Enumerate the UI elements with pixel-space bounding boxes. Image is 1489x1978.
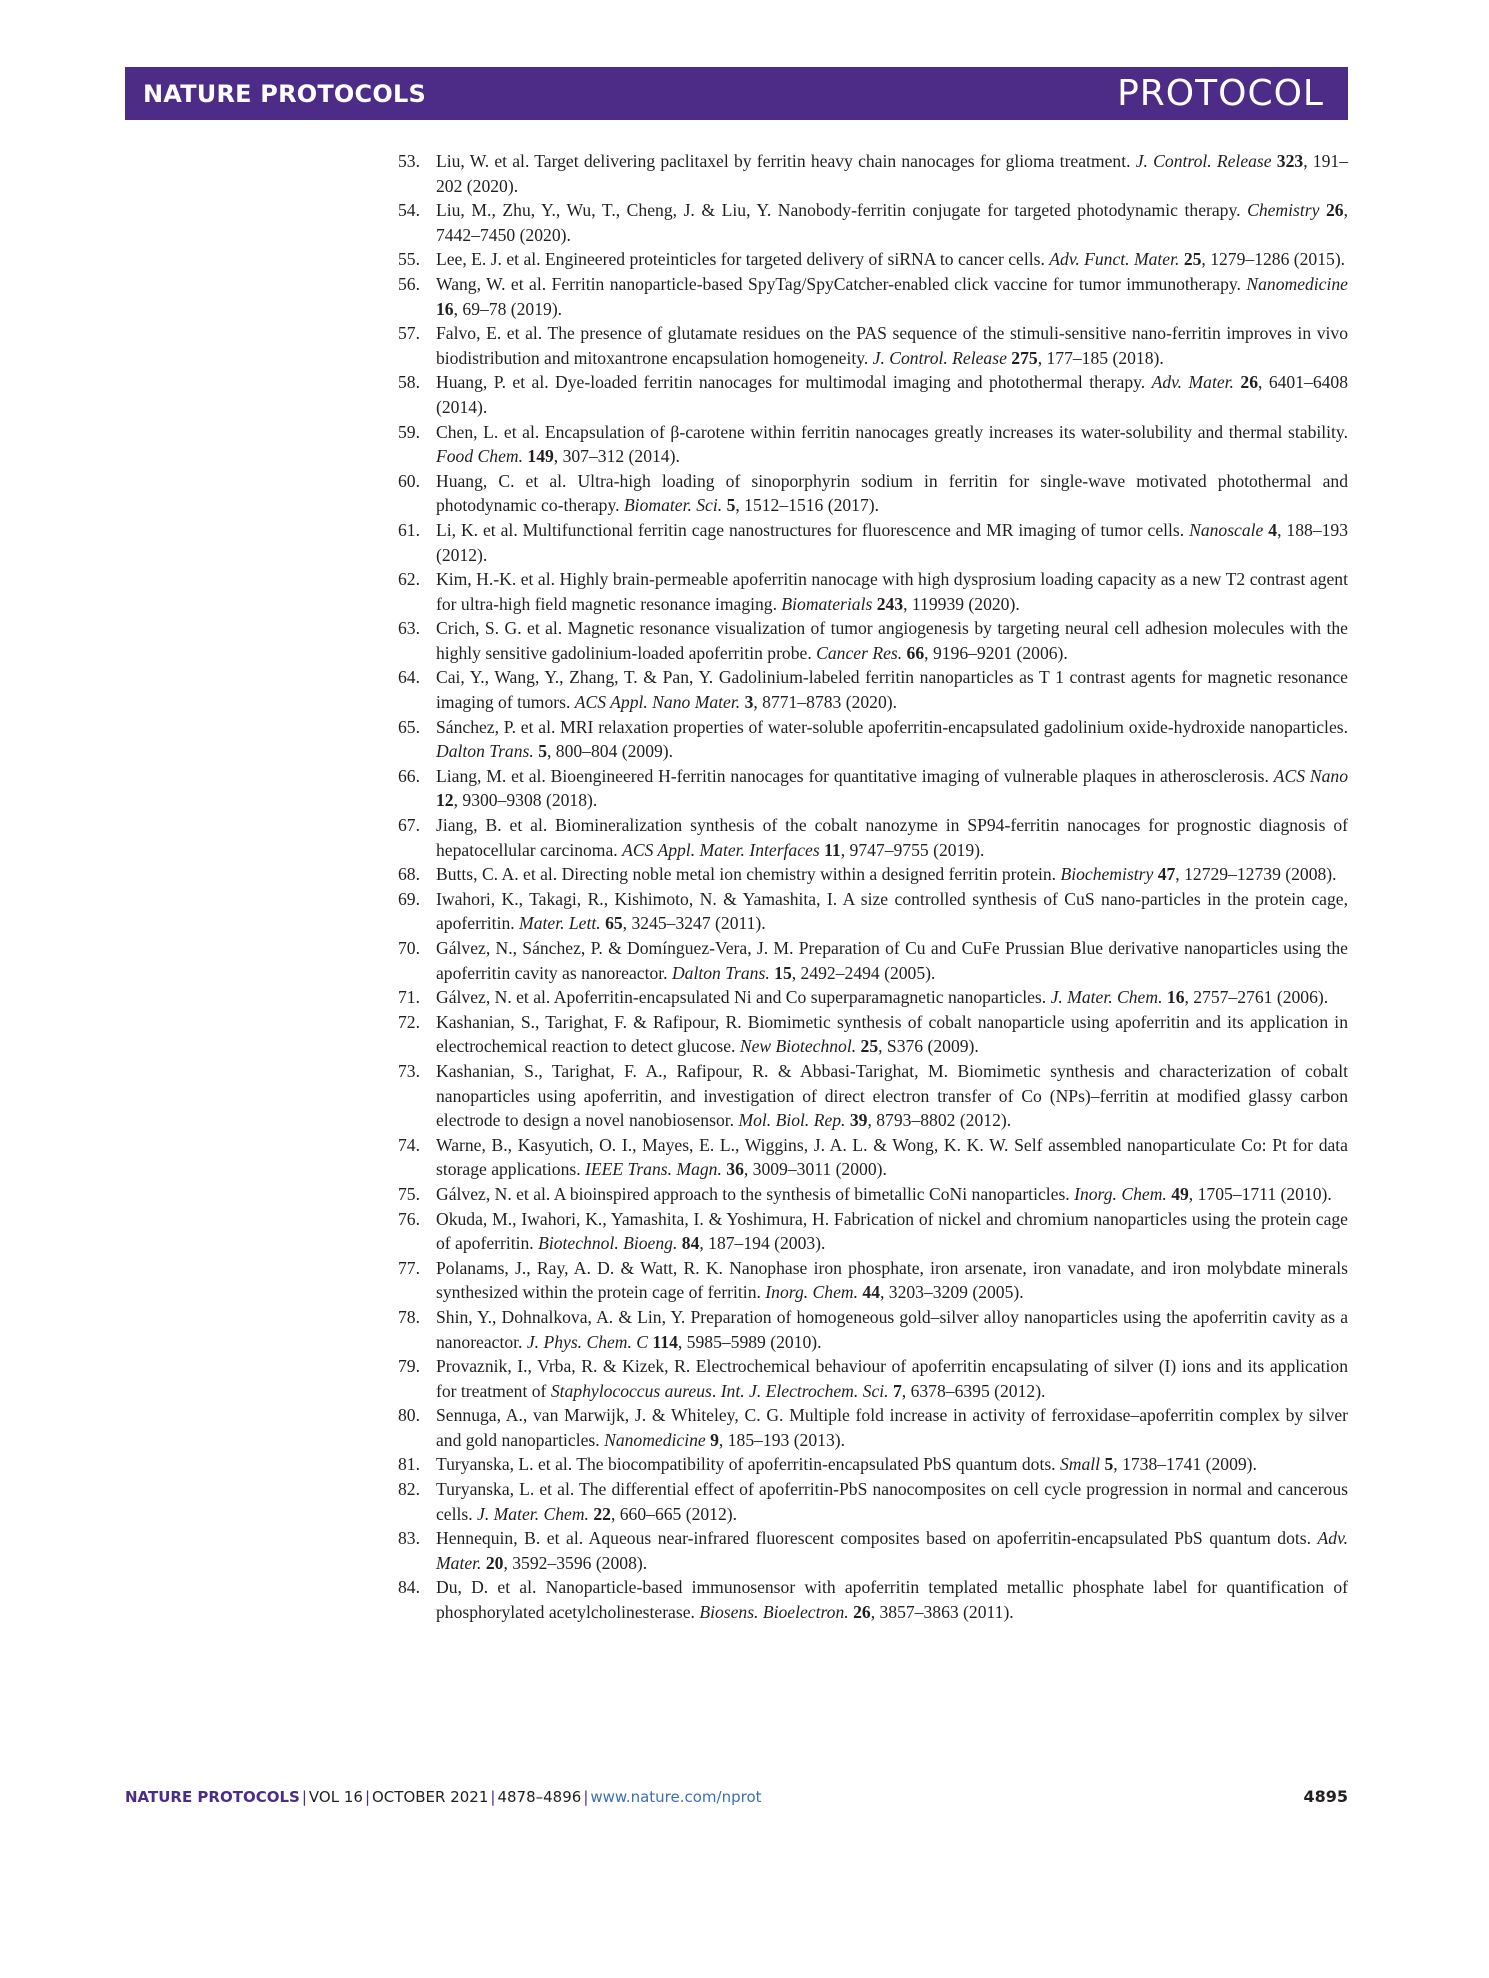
reference-segment: Li, K. et al. Multifunctional ferritin cage nanostructures for fluorescence and MR imaging of tumor cells. — [436, 519, 1190, 540]
reference-text — [436, 1405, 1348, 1450]
reference-journal: Biomaterials — [781, 593, 873, 614]
reference-text — [436, 1307, 1348, 1352]
reference-segment: , 1279–1286 (2015). — [1201, 249, 1346, 270]
reference-segment: , 6378–6395 (2012). — [901, 1380, 1046, 1401]
reference-segment: , 9747–9755 (2019). — [840, 839, 985, 860]
reference-text — [436, 471, 1348, 516]
reference-volume: 36 — [726, 1159, 744, 1180]
reference-volume: 3 — [744, 692, 754, 713]
footer-citation — [125, 1788, 762, 1806]
reference-item — [398, 420, 1348, 469]
reference-number: 69. — [398, 888, 420, 909]
reference-text — [436, 618, 1348, 663]
reference-volume: 5 — [726, 495, 736, 516]
reference-segment: Hennequin, B. et al. Aqueous near-infrared fluorescent composites based on apoferritin-encapsulated PbS quantum dots. — [436, 1528, 1318, 1549]
reference-journal: J. Mater. Chem. — [477, 1503, 589, 1524]
reference-text — [436, 520, 1348, 565]
reference-segment: , 2757–2761 (2006). — [1184, 987, 1329, 1008]
reference-segment: , 9300–9308 (2018). — [453, 790, 598, 811]
reference-segment: , 3245–3247 (2011). — [622, 913, 766, 934]
reference-segment: Warne, B., Kasyutich, O. I., Mayes, E. L., Wiggins, J. A. L. & Wong, K. K. W. Self assembled nanoparticulate Co: Pt for data storage applications. — [436, 1134, 1348, 1180]
reference-number: 73. — [398, 1060, 420, 1081]
reference-number: 66. — [398, 765, 420, 786]
reference-number: 72. — [398, 1011, 420, 1032]
reference-number: 64. — [398, 667, 420, 688]
reference-number: 77. — [398, 1257, 420, 1278]
reference-journal: IEEE Trans. Magn. — [585, 1159, 722, 1180]
reference-text — [436, 1356, 1348, 1401]
reference-text — [436, 569, 1348, 614]
reference-segment: Jiang, B. et al. Biomineralization synthesis of the cobalt nanozyme in SP94-ferritin nanocages for prognostic diagnosis of hepatocellular carcinoma. — [436, 815, 1348, 860]
reference-journal: Mol. Biol. Rep. — [738, 1110, 846, 1131]
reference-volume: 4 — [1268, 519, 1278, 540]
reference-journal: Biotechnol. Bioeng. — [538, 1233, 678, 1254]
reference-number: 59. — [398, 421, 420, 442]
reference-item — [398, 1305, 1348, 1354]
reference-segment: Crich, S. G. et al. Magnetic resonance visualization of tumor angiogenesis by targeting neural cell adhesion molecules with the highly sensitive gadolinium-loaded apoferritin probe. — [436, 618, 1348, 663]
reference-number: 78. — [398, 1306, 420, 1327]
reference-item — [398, 247, 1348, 272]
reference-journal: Nanomedicine — [1246, 273, 1348, 294]
reference-item — [398, 1256, 1348, 1305]
reference-segment: Falvo, E. et al. The presence of glutamate residues on the PAS sequence of the stimuli-sensitive nano-ferritin improves in vivo biodistribution and mitoxantrone encapsulation homogeneity. — [436, 323, 1348, 368]
reference-journal: ACS Nano — [1273, 765, 1348, 786]
reference-text — [436, 249, 1345, 269]
footer-journal: NATURE PROTOCOLS — [125, 1788, 300, 1806]
reference-number: 68. — [398, 864, 420, 885]
reference-segment: Okuda, M., Iwahori, K., Yamashita, I. & Yoshimura, H. Fabrication of nickel and chromium nanoparticles using the protein cage of apoferritin. — [436, 1208, 1348, 1254]
reference-segment: Wang, W. et al. Ferritin nanoparticle-based SpyTag/SpyCatcher-enabled click vaccine for tumor immunotherapy. — [436, 273, 1247, 294]
reference-segment: Huang, P. et al. Dye-loaded ferritin nanocages for multimodal imaging and photothermal therapy. — [436, 372, 1152, 393]
reference-segment: , 3009–3011 (2000). — [743, 1159, 887, 1180]
reference-segment: , 307–312 (2014). — [553, 446, 680, 467]
reference-volume: 20 — [485, 1552, 504, 1573]
reference-text — [436, 200, 1348, 245]
reference-number: 81. — [398, 1454, 420, 1475]
reference-journal: Adv. Mater. — [436, 1528, 1348, 1573]
reference-item — [398, 813, 1348, 862]
reference-segment: , 187–194 (2003). — [699, 1233, 826, 1254]
reference-segment: Gálvez, N. et al. Apoferritin-encapsulated Ni and Co superparamagnetic nanoparticles. — [436, 987, 1051, 1008]
reference-volume: 22 — [593, 1503, 611, 1524]
reference-item — [398, 272, 1348, 321]
reference-journal: Staphylococcus aureus — [550, 1380, 712, 1401]
reference-number: 71. — [398, 987, 420, 1008]
reference-item — [398, 1452, 1348, 1477]
reference-segment: , 12729–12739 (2008). — [1175, 864, 1337, 885]
reference-item — [398, 1477, 1348, 1526]
reference-segment: , 800–804 (2009). — [546, 741, 674, 762]
reference-segment: , 5985–5989 (2010). — [677, 1331, 822, 1352]
reference-segment: Kim, H.-K. et al. Highly brain-permeable apoferritin nanocage with high dysprosium loading capacity as a new T2 contrast agent for ultra-high field magnetic resonance imaging. — [436, 569, 1348, 614]
reference-segment: Butts, C. A. et al. Directing noble metal ion chemistry within a designed ferritin protein. — [436, 864, 1061, 885]
reference-segment: , 9196–9201 (2006). — [924, 642, 1068, 663]
reference-item — [398, 1133, 1348, 1182]
reference-segment: Huang, C. et al. Ultra-high loading of sinoporphyrin sodium in ferritin for single-wave motivated photothermal and photodynamic co-therapy. — [436, 470, 1348, 516]
reference-text — [436, 1454, 1257, 1474]
reference-journal: Inorg. Chem. — [765, 1282, 858, 1303]
reference-item — [398, 616, 1348, 665]
reference-segment: Liu, M., Zhu, Y., Wu, T., Cheng, J. & Liu, Y. Nanobody-ferritin conjugate for targeted photodynamic therapy. — [436, 200, 1248, 221]
reference-volume: 5 — [1104, 1454, 1114, 1475]
reference-volume: 7 — [892, 1380, 902, 1401]
reference-segment: Gálvez, N. et al. A bioinspired approach to the synthesis of bimetallic CoNi nanoparticles. — [436, 1183, 1075, 1204]
reference-number: 84. — [398, 1577, 420, 1598]
reference-segment: Polanams, J., Ray, A. D. & Watt, R. K. Nanophase iron phosphate, iron arsenate, iron vanadate, and iron molybdate minerals synthesized within the protein cage of ferritin. — [436, 1257, 1348, 1303]
reference-text — [436, 667, 1348, 712]
reference-segment: Turyanska, L. et al. The biocompatibility of apoferritin-encapsulated PbS quantum dots. — [436, 1454, 1060, 1475]
reference-number: 56. — [398, 273, 420, 294]
footer-separator: | — [364, 1788, 370, 1806]
reference-segment: , 1512–1516 (2017). — [735, 495, 880, 516]
reference-item — [398, 887, 1348, 936]
page-number: 4895 — [1303, 1787, 1348, 1806]
reference-item — [398, 665, 1348, 714]
reference-volume: 114 — [652, 1331, 678, 1352]
reference-segment: , 1705–1711 (2010). — [1188, 1183, 1332, 1204]
reference-volume: 12 — [436, 790, 454, 811]
reference-number: 54. — [398, 200, 420, 221]
reference-volume: 49 — [1171, 1183, 1189, 1204]
reference-volume: 66 — [906, 642, 925, 663]
reference-segment: , 7442–7450 (2020). — [436, 200, 1348, 245]
reference-text — [436, 889, 1348, 934]
reference-volume: 26 — [853, 1602, 871, 1623]
reference-segment: Shin, Y., Dohnalkova, A. & Lin, Y. Preparation of homogeneous gold–silver alloy nanoparticles using the apoferritin cavity as a nanoreactor. — [436, 1306, 1348, 1352]
reference-segment: Gálvez, N., Sánchez, P. & Domínguez-Vera, J. M. Preparation of Cu and CuFe Prussian Blue derivative nanoparticles using the apoferritin cavity as nanoreactor. — [436, 938, 1348, 983]
reference-item — [398, 567, 1348, 616]
reference-text — [436, 864, 1337, 884]
reference-segment: Kashanian, S., Tarighat, F. & Rafipour, R. Biomimetic synthesis of cobalt nanoparticle using apoferritin and its application in electrochemical reaction to detect glucose. — [436, 1011, 1348, 1057]
reference-segment: Chen, L. et al. Encapsulation of β-carotene within ferritin nanocages greatly increases its water-solubility and thermal stability. — [436, 421, 1348, 442]
reference-volume: 243 — [876, 593, 904, 614]
reference-text — [436, 1209, 1348, 1254]
reference-number: 57. — [398, 323, 420, 344]
reference-journal: Cancer Res. — [816, 642, 903, 663]
reference-item — [398, 518, 1348, 567]
footer-pages: 4878–4896 — [497, 1788, 582, 1806]
reference-text — [436, 1184, 1332, 1204]
reference-text — [436, 1479, 1348, 1524]
reference-segment: , 660–665 (2012). — [610, 1503, 738, 1524]
reference-number: 82. — [398, 1479, 420, 1500]
reference-journal: Chemistry — [1247, 200, 1320, 221]
reference-volume: 25 — [1183, 249, 1202, 270]
footer-separator: | — [490, 1788, 496, 1806]
reference-item — [398, 1182, 1348, 1207]
reference-segment: Sánchez, P. et al. MRI relaxation properties of water-soluble apoferritin-encapsulated gadolinium oxide-hydroxide nanoparticles. — [436, 716, 1348, 737]
reference-volume: 26 — [1326, 200, 1344, 221]
reference-item — [398, 469, 1348, 518]
reference-journal: Nanomedicine — [604, 1429, 706, 1450]
reference-item — [398, 1403, 1348, 1452]
reference-journal: ACS Appl. Mater. Interfaces — [622, 839, 820, 860]
reference-text — [436, 323, 1348, 368]
reference-number: 74. — [398, 1134, 420, 1155]
reference-text — [436, 815, 1348, 860]
reference-item — [398, 715, 1348, 764]
reference-volume: 149 — [527, 446, 554, 467]
reference-journal: Biomater. Sci. — [623, 495, 723, 516]
reference-journal: Adv. Funct. Mater. — [1049, 249, 1180, 270]
reference-segment: Sennuga, A., van Marwijk, J. & Whiteley, C. G. Multiple fold increase in activity of ferroxidase–apoferritin complex by silver and gold nanoparticles. — [436, 1405, 1348, 1450]
reference-segment: Cai, Y., Wang, Y., Zhang, T. & Pan, Y. Gadolinium-labeled ferritin nanoparticles as T 1 contrast agents for magnetic resonance imaging of tumors. — [436, 667, 1348, 713]
reference-number: 55. — [398, 249, 420, 270]
reference-number: 53. — [398, 151, 420, 171]
reference-segment: , 185–193 (2013). — [718, 1429, 845, 1450]
reference-journal: Dalton Trans. — [671, 962, 770, 983]
reference-segment: , 188–193 (2012). — [436, 519, 1348, 565]
reference-volume: 16 — [1166, 987, 1185, 1008]
reference-volume: 11 — [824, 839, 841, 860]
reference-segment: , 8771–8783 (2020). — [753, 692, 898, 713]
reference-item — [398, 370, 1348, 419]
reference-volume: 47 — [1157, 864, 1176, 885]
reference-journal: Biochemistry — [1060, 864, 1154, 885]
reference-text — [436, 1577, 1348, 1622]
journal-name: NATURE PROTOCOLS — [143, 79, 426, 108]
reference-item — [398, 1207, 1348, 1256]
reference-journal: Food Chem. — [436, 446, 523, 467]
reference-number: 79. — [398, 1356, 420, 1377]
footer-url-link[interactable]: www.nature.com/nprot — [590, 1788, 762, 1806]
reference-volume: 25 — [860, 1036, 879, 1057]
reference-number: 83. — [398, 1528, 420, 1549]
reference-item — [398, 321, 1348, 370]
reference-text — [436, 422, 1348, 467]
reference-segment: , 69–78 (2019). — [453, 298, 563, 319]
reference-text — [436, 1528, 1348, 1573]
reference-item — [398, 764, 1348, 813]
reference-segment: , 8793–8802 (2012). — [867, 1110, 1012, 1131]
reference-number: 76. — [398, 1208, 420, 1229]
reference-segment: Du, D. et al. Nanoparticle-based immunosensor with apoferritin templated metallic phosphate label for quantification of phosphorylated acetylcholinesterase. — [436, 1577, 1348, 1623]
reference-volume: 275 — [1011, 347, 1038, 368]
reference-text — [436, 717, 1348, 762]
reference-volume: 44 — [862, 1282, 880, 1303]
reference-volume: 323 — [1276, 151, 1304, 171]
reference-item — [398, 985, 1348, 1010]
reference-journal: Int. J. Electrochem. Sci. — [720, 1380, 889, 1401]
footer-volume: VOL 16 — [308, 1788, 363, 1806]
reference-journal: Biosens. Bioelectron. — [699, 1602, 849, 1623]
article-type: PROTOCOL — [1117, 73, 1324, 114]
reference-journal: Nanoscale — [1189, 519, 1264, 540]
reference-segment: Provaznik, I., Vrba, R. & Kizek, R. Electrochemical behaviour of apoferritin encapsulating of silver (I) ions and its application for treatment of — [436, 1356, 1348, 1401]
reference-item — [398, 149, 1348, 198]
reference-segment: , 1738–1741 (2009). — [1113, 1454, 1257, 1475]
reference-journal: J. Control. Release — [872, 347, 1007, 368]
reference-item — [398, 1010, 1348, 1059]
reference-segment: , 2492–2494 (2005). — [791, 962, 936, 983]
reference-volume: 9 — [710, 1429, 719, 1450]
reference-journal: Adv. Mater. — [1151, 372, 1234, 393]
reference-text — [436, 1061, 1348, 1130]
reference-volume: 65 — [605, 913, 623, 934]
reference-item — [398, 198, 1348, 247]
reference-journal: J. Phys. Chem. C — [526, 1331, 649, 1352]
reference-segment: , S376 (2009). — [878, 1036, 979, 1057]
reference-segment: , 3203–3209 (2005). — [879, 1282, 1024, 1303]
reference-volume: 16 — [436, 298, 454, 319]
reference-volume: 15 — [774, 962, 792, 983]
journal-header-bar — [125, 67, 1348, 120]
reference-segment: Lee, E. J. et al. Engineered proteinticles for targeted delivery of siRNA to cancer cells. — [436, 249, 1050, 270]
reference-number: 65. — [398, 716, 420, 737]
footer-separator: | — [301, 1788, 307, 1806]
reference-item — [398, 1526, 1348, 1575]
reference-segment: , 191–202 (2020). — [436, 151, 1348, 196]
reference-text — [436, 372, 1348, 417]
reference-text — [436, 1135, 1348, 1180]
reference-volume: 26 — [1240, 372, 1258, 393]
reference-number: 80. — [398, 1405, 420, 1426]
reference-segment: Iwahori, K., Takagi, R., Kishimoto, N. & Yamashita, I. A size controlled synthesis of CuS nano-particles in the protein cage, apoferritin. — [436, 888, 1348, 934]
reference-item — [398, 862, 1348, 887]
reference-segment — [1319, 200, 1326, 220]
reference-item — [398, 1059, 1348, 1133]
reference-journal: J. Mater. Chem. — [1050, 987, 1163, 1008]
reference-segment: Liu, W. et al. Target delivering paclitaxel by ferritin heavy chain nanocages for glioma treatment. — [436, 151, 1136, 171]
reference-number: 75. — [398, 1183, 420, 1204]
reference-journal: Dalton Trans. — [436, 741, 534, 762]
footer-date: OCTOBER 2021 — [372, 1788, 489, 1806]
reference-number: 61. — [398, 519, 420, 540]
reference-item — [398, 936, 1348, 985]
reference-segment: Kashanian, S., Tarighat, F. A., Rafipour, R. & Abbasi-Tarighat, M. Biomimetic synthesis and characterization of cobalt nanoparticles using apoferritin, and investigation of direct electron transfer of Co (NPs)–ferritin at modified glassy carbon electrode to design a novel nanobiosensor. — [436, 1060, 1348, 1131]
reference-segment: , 3592–3596 (2008). — [503, 1552, 648, 1573]
reference-number: 62. — [398, 569, 420, 590]
reference-segment: , 3857–3863 (2011). — [870, 1602, 1014, 1623]
reference-number: 67. — [398, 815, 420, 836]
page-footer — [125, 1787, 1348, 1806]
reference-segment: Turyanska, L. et al. The differential effect of apoferritin-PbS nanocomposites on cell cycle progression in normal and cancerous cells. — [436, 1479, 1348, 1524]
reference-text — [436, 151, 1348, 196]
reference-segment: , 119939 (2020). — [903, 593, 1020, 614]
reference-volume: 39 — [849, 1110, 868, 1131]
reference-journal: Small — [1059, 1454, 1101, 1475]
reference-segment: , 6401–6408 (2014). — [436, 372, 1349, 417]
reference-volume: 5 — [538, 741, 547, 762]
reference-number: 58. — [398, 372, 420, 393]
reference-journal: New Biotechnol. — [739, 1036, 857, 1057]
reference-journal: ACS Appl. Nano Mater. — [574, 692, 741, 713]
reference-text — [436, 987, 1328, 1007]
reference-journal: Mater. Lett. — [519, 913, 601, 934]
reference-segment: Liang, M. et al. Bioengineered H-ferritin nanocages for quantitative imaging of vulnerable plaques in atherosclerosis. — [436, 765, 1274, 786]
reference-number: 70. — [398, 938, 420, 958]
reference-segment: , 177–185 (2018). — [1037, 347, 1164, 368]
reference-text — [436, 766, 1348, 811]
reference-item — [398, 1575, 1348, 1624]
reference-item — [398, 1354, 1348, 1403]
reference-volume: 84 — [681, 1233, 700, 1254]
reference-text — [436, 1258, 1348, 1303]
reference-journal: Inorg. Chem. — [1074, 1183, 1167, 1204]
reference-segment: . — [711, 1380, 721, 1401]
footer-separator: | — [583, 1788, 589, 1806]
reference-text — [436, 274, 1348, 319]
reference-text — [436, 1012, 1348, 1057]
reference-journal: J. Control. Release — [1135, 151, 1272, 171]
reference-number: 60. — [398, 470, 420, 491]
reference-list — [398, 149, 1348, 1625]
reference-number: 63. — [398, 618, 420, 639]
reference-text — [436, 938, 1348, 983]
